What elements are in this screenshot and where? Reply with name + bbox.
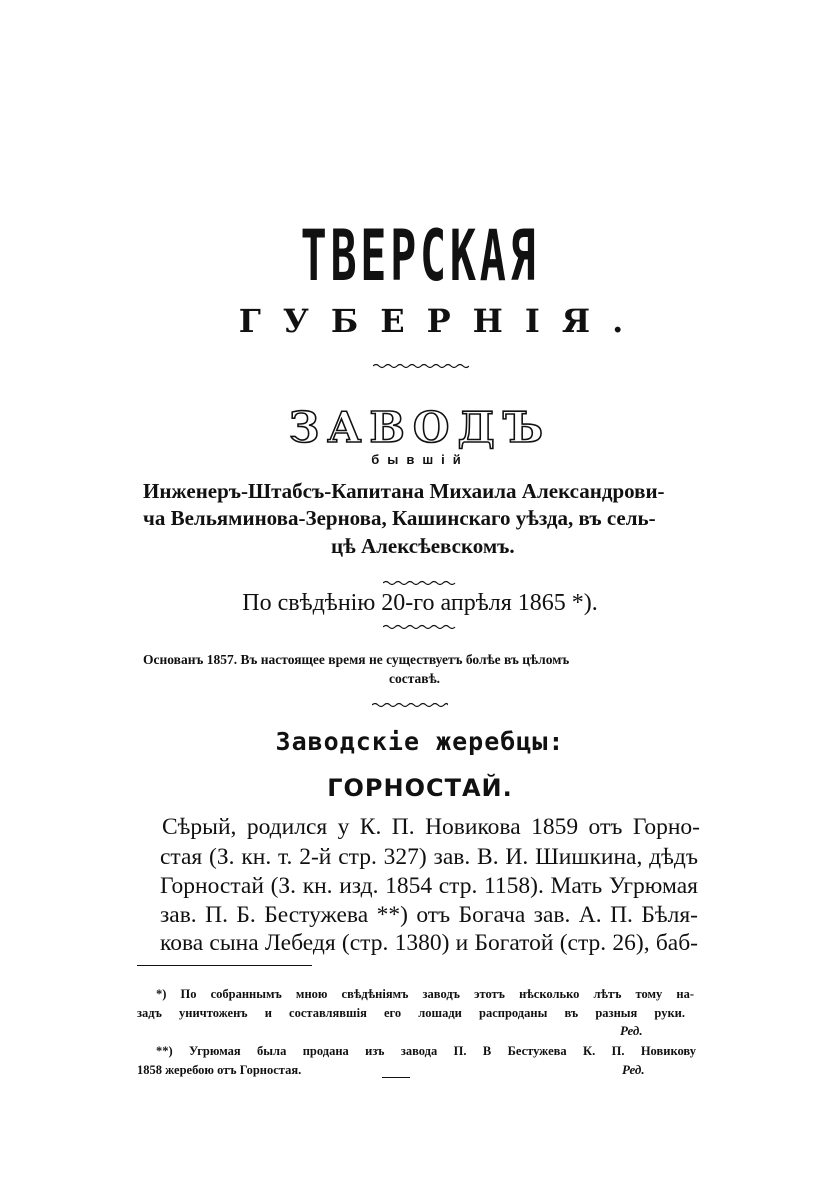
section-heading: Заводскіе жеребцы:: [275, 727, 565, 756]
ornament-divider: [372, 701, 448, 709]
page-subtitle: ГУБЕРНІЯ.: [238, 302, 646, 340]
body-line-1: Сѣрый, родился у К. П. Новикова 1859 отъ Горно-: [162, 814, 700, 840]
page-title: ТВЕРСКАЯ: [300, 215, 540, 297]
ornament-divider: [383, 623, 457, 631]
footnote-rule: [137, 965, 312, 966]
stud-heading: ЗАВОДЪ: [288, 403, 552, 452]
body-line-3: Горностай (З. кн. изд. 1854 стр. 1158). Мать Угрюмая: [160, 873, 698, 899]
footnote-1-line-1: *) По собраннымъ мною свѣдѣніямъ заводъ этотъ нѣсколько лѣтъ тому на-: [156, 987, 694, 1001]
footnote-1-line-2: задъ уничтоженъ и составлявшія его лошади распроданы въ разныя руки.: [137, 1006, 685, 1020]
footnote-1-sign: Ред.: [620, 1023, 643, 1038]
horse-name: ГОРНОСТАЙ.: [327, 774, 513, 802]
body-line-5: кова сына Лебедя (стр. 1380) и Богатой (стр. 26), баб-: [160, 930, 698, 956]
footnote-2-line-1: **) Угрюмая была продана изъ завода П. В Бестужева К. П. Новикову: [156, 1044, 696, 1058]
founded-line-2: составѣ.: [389, 671, 441, 686]
ornament-divider: [383, 579, 457, 587]
footnote-2-line-2: 1858 жеребою отъ Горностая.: [137, 1063, 302, 1077]
owner-line-2: ча Вельяминова-Зернова, Кашинскаго уѣзда, въ сель-: [143, 506, 656, 530]
owner-line-1: Инженеръ-Штабсъ-Капитана Михаила Александрови-: [143, 479, 665, 503]
owner-line-3: цѣ Алексѣевскомъ.: [331, 534, 515, 558]
date-line: По свѣдѣнію 20-го апрѣля 1865 *).: [242, 590, 598, 616]
ornament-divider: [373, 362, 469, 370]
closing-rule: [382, 1077, 410, 1078]
footnote-2-sign: Ред.: [622, 1062, 645, 1077]
founded-line-1: Основанъ 1857. Въ настоящее время не существуетъ болѣе въ цѣломъ: [143, 652, 570, 667]
body-line-2: стая (З. кн. т. 2-й стр. 327) зав. В. И. Шишкина, дѣдъ: [160, 844, 698, 870]
body-line-4: зав. П. Б. Бестужева **) отъ Богача зав. А. П. Бѣля-: [160, 902, 698, 928]
former-label: бывшій: [371, 452, 469, 467]
